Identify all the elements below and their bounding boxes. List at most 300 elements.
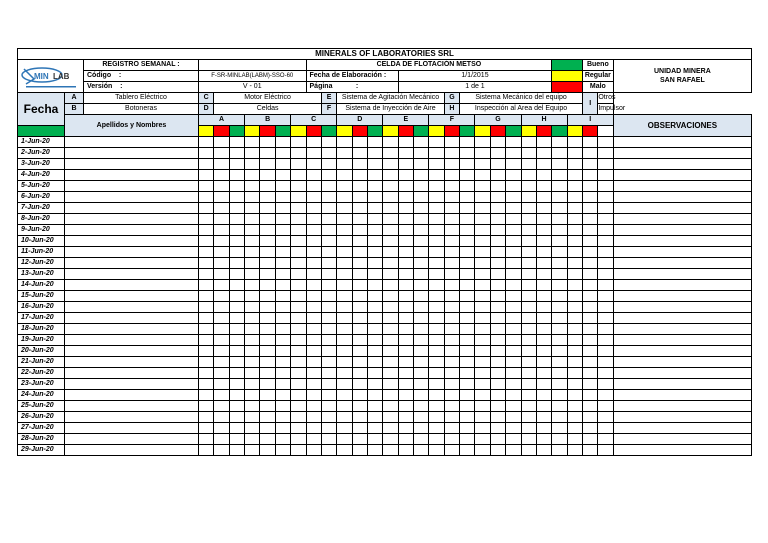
name-cell[interactable] (65, 423, 199, 434)
check-cell[interactable] (214, 225, 229, 236)
check-cell[interactable] (582, 192, 597, 203)
check-cell[interactable] (383, 181, 398, 192)
check-cell[interactable] (352, 181, 367, 192)
check-cell[interactable] (444, 170, 459, 181)
check-cell[interactable] (199, 445, 214, 456)
check-cell[interactable] (414, 181, 429, 192)
check-cell[interactable] (582, 324, 597, 335)
check-cell[interactable] (275, 181, 290, 192)
check-cell[interactable] (214, 368, 229, 379)
check-cell[interactable] (475, 390, 490, 401)
check-cell[interactable] (383, 258, 398, 269)
check-cell[interactable] (521, 214, 536, 225)
check-cell[interactable] (444, 181, 459, 192)
check-cell[interactable] (275, 269, 290, 280)
check-cell[interactable] (521, 401, 536, 412)
check-cell[interactable] (460, 258, 475, 269)
check-cell[interactable] (352, 324, 367, 335)
check-cell[interactable] (337, 379, 352, 390)
check-cell[interactable] (475, 225, 490, 236)
check-cell[interactable] (352, 335, 367, 346)
check-cell[interactable] (199, 423, 214, 434)
check-cell[interactable] (475, 313, 490, 324)
check-cell[interactable] (414, 346, 429, 357)
check-cell[interactable] (199, 148, 214, 159)
check-cell[interactable] (506, 181, 521, 192)
check-cell[interactable] (367, 269, 382, 280)
check-cell[interactable] (536, 346, 551, 357)
check-cell[interactable] (598, 412, 613, 423)
check-cell[interactable] (352, 247, 367, 258)
check-cell[interactable] (506, 434, 521, 445)
check-cell[interactable] (352, 291, 367, 302)
check-cell[interactable] (490, 170, 505, 181)
name-cell[interactable] (65, 247, 199, 258)
check-cell[interactable] (414, 445, 429, 456)
check-cell[interactable] (321, 434, 336, 445)
check-cell[interactable] (598, 434, 613, 445)
check-cell[interactable] (506, 159, 521, 170)
check-cell[interactable] (214, 291, 229, 302)
check-cell[interactable] (367, 137, 382, 148)
check-cell[interactable] (214, 148, 229, 159)
check-cell[interactable] (275, 214, 290, 225)
check-cell[interactable] (475, 445, 490, 456)
check-cell[interactable] (321, 445, 336, 456)
check-cell[interactable] (383, 214, 398, 225)
check-cell[interactable] (337, 368, 352, 379)
observation-cell[interactable] (613, 346, 751, 357)
check-cell[interactable] (306, 170, 321, 181)
check-cell[interactable] (552, 302, 567, 313)
check-cell[interactable] (598, 137, 613, 148)
check-cell[interactable] (245, 269, 260, 280)
check-cell[interactable] (429, 412, 444, 423)
observation-cell[interactable] (613, 137, 751, 148)
check-cell[interactable] (444, 368, 459, 379)
observation-cell[interactable] (613, 236, 751, 247)
check-cell[interactable] (352, 148, 367, 159)
check-cell[interactable] (475, 302, 490, 313)
check-cell[interactable] (291, 423, 306, 434)
check-cell[interactable] (582, 291, 597, 302)
check-cell[interactable] (383, 445, 398, 456)
check-cell[interactable] (475, 181, 490, 192)
check-cell[interactable] (275, 159, 290, 170)
check-cell[interactable] (567, 401, 582, 412)
check-cell[interactable] (214, 247, 229, 258)
check-cell[interactable] (398, 181, 413, 192)
check-cell[interactable] (367, 390, 382, 401)
check-cell[interactable] (352, 357, 367, 368)
check-cell[interactable] (444, 390, 459, 401)
check-cell[interactable] (598, 313, 613, 324)
check-cell[interactable] (552, 159, 567, 170)
check-cell[interactable] (229, 412, 244, 423)
check-cell[interactable] (444, 291, 459, 302)
observation-cell[interactable] (613, 357, 751, 368)
check-cell[interactable] (444, 445, 459, 456)
check-cell[interactable] (490, 445, 505, 456)
check-cell[interactable] (291, 357, 306, 368)
check-cell[interactable] (367, 148, 382, 159)
check-cell[interactable] (444, 203, 459, 214)
check-cell[interactable] (260, 346, 275, 357)
check-cell[interactable] (337, 192, 352, 203)
check-cell[interactable] (521, 170, 536, 181)
check-cell[interactable] (398, 434, 413, 445)
check-cell[interactable] (490, 280, 505, 291)
check-cell[interactable] (229, 346, 244, 357)
check-cell[interactable] (260, 302, 275, 313)
check-cell[interactable] (245, 390, 260, 401)
check-cell[interactable] (460, 379, 475, 390)
check-cell[interactable] (337, 236, 352, 247)
check-cell[interactable] (521, 324, 536, 335)
check-cell[interactable] (367, 192, 382, 203)
check-cell[interactable] (460, 203, 475, 214)
check-cell[interactable] (429, 214, 444, 225)
check-cell[interactable] (352, 203, 367, 214)
check-cell[interactable] (536, 269, 551, 280)
check-cell[interactable] (582, 401, 597, 412)
check-cell[interactable] (536, 335, 551, 346)
check-cell[interactable] (536, 401, 551, 412)
check-cell[interactable] (260, 412, 275, 423)
check-cell[interactable] (429, 434, 444, 445)
check-cell[interactable] (475, 203, 490, 214)
check-cell[interactable] (582, 159, 597, 170)
check-cell[interactable] (536, 324, 551, 335)
check-cell[interactable] (275, 236, 290, 247)
check-cell[interactable] (275, 258, 290, 269)
check-cell[interactable] (490, 236, 505, 247)
check-cell[interactable] (444, 137, 459, 148)
observation-cell[interactable] (613, 291, 751, 302)
check-cell[interactable] (582, 247, 597, 258)
check-cell[interactable] (352, 346, 367, 357)
check-cell[interactable] (291, 225, 306, 236)
check-cell[interactable] (536, 357, 551, 368)
check-cell[interactable] (475, 324, 490, 335)
check-cell[interactable] (598, 170, 613, 181)
check-cell[interactable] (536, 203, 551, 214)
observation-cell[interactable] (613, 302, 751, 313)
check-cell[interactable] (582, 434, 597, 445)
observation-cell[interactable] (613, 269, 751, 280)
check-cell[interactable] (567, 269, 582, 280)
check-cell[interactable] (275, 137, 290, 148)
check-cell[interactable] (337, 412, 352, 423)
check-cell[interactable] (536, 225, 551, 236)
check-cell[interactable] (291, 148, 306, 159)
name-cell[interactable] (65, 214, 199, 225)
check-cell[interactable] (199, 357, 214, 368)
check-cell[interactable] (245, 401, 260, 412)
check-cell[interactable] (199, 390, 214, 401)
check-cell[interactable] (337, 445, 352, 456)
observation-cell[interactable] (613, 170, 751, 181)
check-cell[interactable] (275, 247, 290, 258)
check-cell[interactable] (245, 445, 260, 456)
check-cell[interactable] (245, 214, 260, 225)
check-cell[interactable] (199, 214, 214, 225)
check-cell[interactable] (383, 434, 398, 445)
check-cell[interactable] (506, 324, 521, 335)
check-cell[interactable] (383, 170, 398, 181)
check-cell[interactable] (414, 137, 429, 148)
check-cell[interactable] (582, 445, 597, 456)
check-cell[interactable] (598, 236, 613, 247)
check-cell[interactable] (475, 401, 490, 412)
check-cell[interactable] (352, 423, 367, 434)
check-cell[interactable] (490, 148, 505, 159)
check-cell[interactable] (367, 181, 382, 192)
name-cell[interactable] (65, 346, 199, 357)
check-cell[interactable] (291, 203, 306, 214)
check-cell[interactable] (444, 434, 459, 445)
check-cell[interactable] (460, 159, 475, 170)
check-cell[interactable] (444, 148, 459, 159)
check-cell[interactable] (199, 203, 214, 214)
check-cell[interactable] (260, 192, 275, 203)
check-cell[interactable] (490, 346, 505, 357)
check-cell[interactable] (367, 258, 382, 269)
check-cell[interactable] (475, 335, 490, 346)
name-cell[interactable] (65, 148, 199, 159)
check-cell[interactable] (291, 258, 306, 269)
check-cell[interactable] (460, 269, 475, 280)
check-cell[interactable] (567, 335, 582, 346)
name-cell[interactable] (65, 313, 199, 324)
check-cell[interactable] (199, 225, 214, 236)
check-cell[interactable] (398, 247, 413, 258)
check-cell[interactable] (260, 390, 275, 401)
check-cell[interactable] (506, 280, 521, 291)
check-cell[interactable] (260, 159, 275, 170)
check-cell[interactable] (598, 423, 613, 434)
check-cell[interactable] (245, 423, 260, 434)
check-cell[interactable] (306, 148, 321, 159)
check-cell[interactable] (306, 302, 321, 313)
check-cell[interactable] (444, 346, 459, 357)
check-cell[interactable] (598, 148, 613, 159)
check-cell[interactable] (291, 236, 306, 247)
check-cell[interactable] (229, 225, 244, 236)
check-cell[interactable] (460, 192, 475, 203)
check-cell[interactable] (429, 192, 444, 203)
check-cell[interactable] (398, 357, 413, 368)
check-cell[interactable] (567, 313, 582, 324)
check-cell[interactable] (475, 269, 490, 280)
observation-cell[interactable] (613, 412, 751, 423)
check-cell[interactable] (367, 434, 382, 445)
check-cell[interactable] (275, 335, 290, 346)
check-cell[interactable] (490, 390, 505, 401)
check-cell[interactable] (352, 379, 367, 390)
check-cell[interactable] (398, 159, 413, 170)
check-cell[interactable] (444, 357, 459, 368)
check-cell[interactable] (582, 170, 597, 181)
check-cell[interactable] (567, 258, 582, 269)
observation-cell[interactable] (613, 434, 751, 445)
check-cell[interactable] (521, 390, 536, 401)
check-cell[interactable] (291, 412, 306, 423)
check-cell[interactable] (229, 148, 244, 159)
check-cell[interactable] (245, 335, 260, 346)
check-cell[interactable] (229, 379, 244, 390)
check-cell[interactable] (536, 280, 551, 291)
check-cell[interactable] (582, 181, 597, 192)
check-cell[interactable] (291, 434, 306, 445)
check-cell[interactable] (275, 434, 290, 445)
check-cell[interactable] (229, 423, 244, 434)
check-cell[interactable] (291, 291, 306, 302)
check-cell[interactable] (460, 368, 475, 379)
check-cell[interactable] (383, 291, 398, 302)
check-cell[interactable] (536, 423, 551, 434)
check-cell[interactable] (567, 159, 582, 170)
check-cell[interactable] (567, 214, 582, 225)
check-cell[interactable] (506, 192, 521, 203)
check-cell[interactable] (229, 313, 244, 324)
check-cell[interactable] (552, 357, 567, 368)
check-cell[interactable] (260, 148, 275, 159)
check-cell[interactable] (352, 214, 367, 225)
check-cell[interactable] (414, 159, 429, 170)
check-cell[interactable] (306, 346, 321, 357)
check-cell[interactable] (414, 368, 429, 379)
check-cell[interactable] (229, 291, 244, 302)
check-cell[interactable] (260, 401, 275, 412)
name-cell[interactable] (65, 357, 199, 368)
check-cell[interactable] (521, 302, 536, 313)
check-cell[interactable] (245, 148, 260, 159)
observation-cell[interactable] (613, 313, 751, 324)
check-cell[interactable] (367, 368, 382, 379)
check-cell[interactable] (260, 247, 275, 258)
check-cell[interactable] (306, 214, 321, 225)
check-cell[interactable] (291, 269, 306, 280)
check-cell[interactable] (475, 412, 490, 423)
check-cell[interactable] (245, 258, 260, 269)
check-cell[interactable] (275, 401, 290, 412)
check-cell[interactable] (552, 313, 567, 324)
check-cell[interactable] (214, 192, 229, 203)
check-cell[interactable] (582, 214, 597, 225)
check-cell[interactable] (291, 324, 306, 335)
check-cell[interactable] (383, 236, 398, 247)
check-cell[interactable] (321, 247, 336, 258)
check-cell[interactable] (552, 225, 567, 236)
check-cell[interactable] (475, 379, 490, 390)
check-cell[interactable] (306, 445, 321, 456)
check-cell[interactable] (567, 368, 582, 379)
check-cell[interactable] (429, 269, 444, 280)
check-cell[interactable] (429, 357, 444, 368)
check-cell[interactable] (383, 247, 398, 258)
check-cell[interactable] (414, 225, 429, 236)
check-cell[interactable] (260, 170, 275, 181)
check-cell[interactable] (475, 159, 490, 170)
check-cell[interactable] (536, 445, 551, 456)
check-cell[interactable] (398, 280, 413, 291)
check-cell[interactable] (521, 313, 536, 324)
check-cell[interactable] (490, 137, 505, 148)
check-cell[interactable] (567, 291, 582, 302)
check-cell[interactable] (398, 379, 413, 390)
registro-value[interactable] (199, 60, 307, 71)
check-cell[interactable] (291, 280, 306, 291)
check-cell[interactable] (199, 434, 214, 445)
check-cell[interactable] (214, 412, 229, 423)
check-cell[interactable] (337, 170, 352, 181)
check-cell[interactable] (214, 214, 229, 225)
check-cell[interactable] (275, 423, 290, 434)
check-cell[interactable] (229, 236, 244, 247)
check-cell[interactable] (229, 335, 244, 346)
check-cell[interactable] (337, 269, 352, 280)
check-cell[interactable] (521, 225, 536, 236)
check-cell[interactable] (475, 148, 490, 159)
check-cell[interactable] (229, 137, 244, 148)
check-cell[interactable] (429, 137, 444, 148)
check-cell[interactable] (245, 434, 260, 445)
check-cell[interactable] (383, 203, 398, 214)
check-cell[interactable] (552, 181, 567, 192)
check-cell[interactable] (214, 258, 229, 269)
check-cell[interactable] (582, 137, 597, 148)
check-cell[interactable] (414, 192, 429, 203)
check-cell[interactable] (582, 203, 597, 214)
check-cell[interactable] (506, 302, 521, 313)
check-cell[interactable] (229, 269, 244, 280)
check-cell[interactable] (536, 390, 551, 401)
check-cell[interactable] (337, 258, 352, 269)
check-cell[interactable] (383, 357, 398, 368)
check-cell[interactable] (337, 401, 352, 412)
check-cell[interactable] (383, 379, 398, 390)
check-cell[interactable] (337, 214, 352, 225)
check-cell[interactable] (337, 137, 352, 148)
check-cell[interactable] (552, 346, 567, 357)
check-cell[interactable] (337, 181, 352, 192)
check-cell[interactable] (536, 434, 551, 445)
check-cell[interactable] (214, 445, 229, 456)
check-cell[interactable] (260, 368, 275, 379)
check-cell[interactable] (552, 258, 567, 269)
check-cell[interactable] (475, 291, 490, 302)
name-cell[interactable] (65, 258, 199, 269)
check-cell[interactable] (229, 324, 244, 335)
check-cell[interactable] (444, 247, 459, 258)
check-cell[interactable] (429, 423, 444, 434)
check-cell[interactable] (598, 291, 613, 302)
check-cell[interactable] (414, 214, 429, 225)
check-cell[interactable] (567, 412, 582, 423)
check-cell[interactable] (460, 181, 475, 192)
check-cell[interactable] (582, 313, 597, 324)
check-cell[interactable] (521, 269, 536, 280)
check-cell[interactable] (429, 203, 444, 214)
check-cell[interactable] (199, 247, 214, 258)
check-cell[interactable] (567, 445, 582, 456)
check-cell[interactable] (321, 313, 336, 324)
name-cell[interactable] (65, 302, 199, 313)
check-cell[interactable] (460, 434, 475, 445)
check-cell[interactable] (321, 324, 336, 335)
check-cell[interactable] (367, 412, 382, 423)
